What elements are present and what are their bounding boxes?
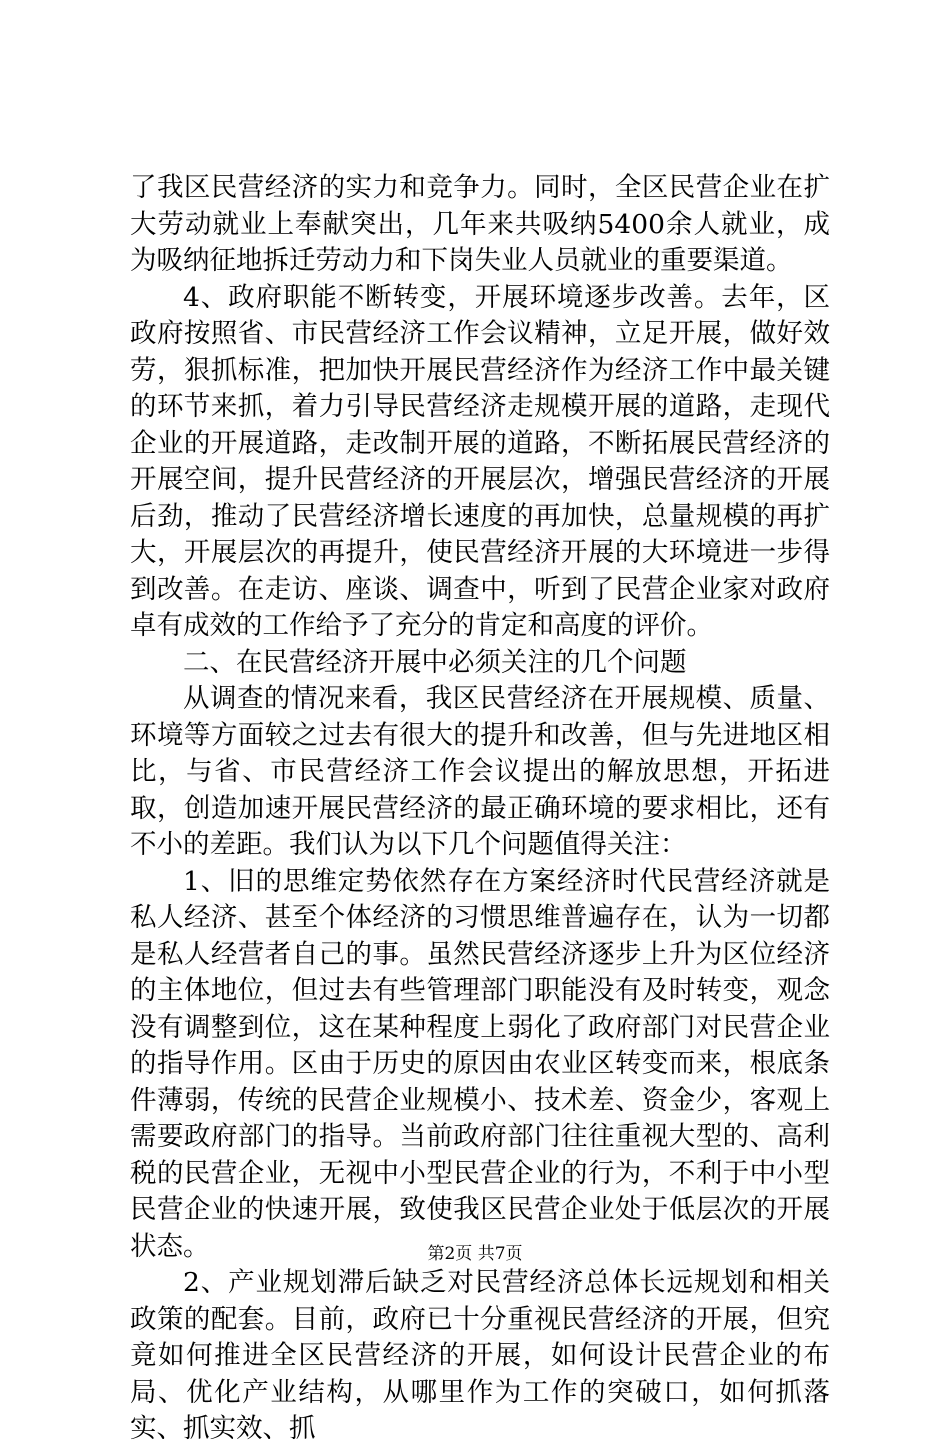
page-footer: 第2页 共7页 [427,1244,523,1264]
section-heading: 二、在民营经济开展中必须关注的几个问题 [183,646,687,678]
paragraph-1: 了我区民营经济的实力和竞争力。同时，全区民营企业在扩大劳动就业上奉献突出，几年来共吸纳5400余人就业，成为吸纳征地拆迁劳动力和下岗失业人员就业的重要渠道。 [130,172,830,276]
paragraph-5: 2、产业规划滞后缺乏对民营经济总体长远规划和相关政策的配套。目前，政府已十分重视民营经济的开展，但究竟如何推进全区民营经济的开展，如何设计民营企业的布局、优化产业结构，从哪里作为工作的突破口，如何抓落实、抓实效、抓 [130,1267,830,1444]
paragraph-3: 从调查的情况来看，我区民营经济在开展规模、质量、环境等方面较之过去有很大的提升和改善，但与先进地区相比，与省、市民营经济工作会议提出的解放思想，开拓进取，创造加速开展民营经济的最正确环境的要求相比，还有不小的差距。我们认为以下几个问题值得关注： [130,683,830,860]
paragraph-2: 4、政府职能不断转变，开展环境逐步改善。去年，区政府按照省、市民营经济工作会议精神，立足开展，做好效劳，狠抓标准，把加快开展民营经济作为经济工作中最关键的环节来抓，着力引导民营经济走规模开展的道路，走现代企业的开展道路，走改制开展的道路，不断拓展民营经济的开展空间，提升民营经济的开展层次，增强民营经济的开展后劲，推动了民营经济增长速度的再加快，总量规模的再扩大，开展层次的再提升，使民营经济开展的大环境进一步得到改善。在走访、座谈、调查中，听到了民营企业家对政府卓有成效的工作给予了充分的肯定和高度的评价。 [130,281,830,641]
paragraph-4: 1、旧的思维定势依然存在方案经济时代民营经济就是私人经济、甚至个体经济的习惯思维普遍存在，认为一切都是私人经营者自己的事。虽然民营经济逐步上升为区位经济的主体地位，但过去有些管理部门职能没有及时转变，观念没有调整到位，这在某种程度上弱化了政府部门对民营企业的指导作用。区由于历史的原因由农业区转变而来，根底条件薄弱，传统的民营企业规模小、技术差、资金少，客观上需要政府部门的指导。当前政府部门往往重视大型的、高利税的民营企业，无视中小型民营企业的行为，不利于中小型民营企业的快速开展，致使我区民营企业处于低层次的开展状态。 [130,865,830,1262]
